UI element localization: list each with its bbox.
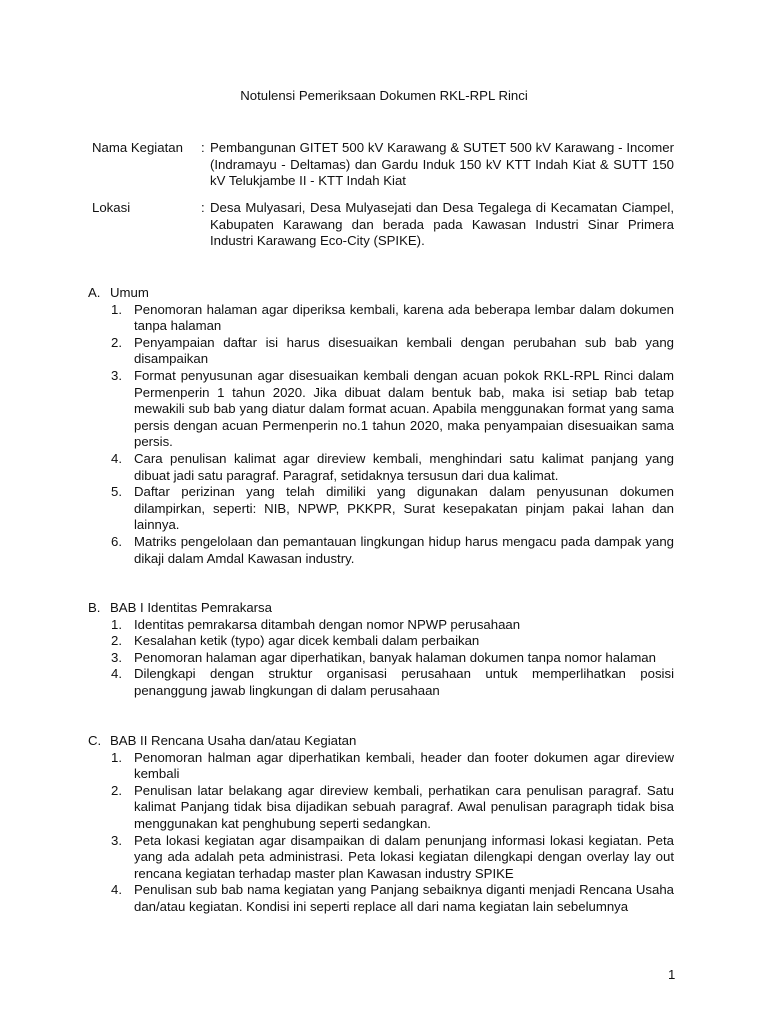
field-value: Desa Mulyasari, Desa Mulyasejati dan Desa Tegalega di Kecamatan Ciampel, Kabupaten Karawang dan berada pada Kawasan Industri Sinar Primera Industri Karawang Eco-City (SPIKE). (210, 200, 674, 249)
item-number: 3. (111, 367, 122, 383)
field-value: Pembangunan GITET 500 kV Karawang & SUTET 500 kV Karawang - Incomer (Indramayu - Deltamas) dan Gardu Induk 150 kV KTT Indah Kiat & SUTT 150 kV Telukjambe II - KTT Indah Kiat (210, 140, 674, 189)
field-label: Nama Kegiatan (92, 140, 183, 155)
section-title: BAB II Rencana Usaha dan/atau Kegiatan (110, 733, 357, 748)
item-text: Penomoran halman agar diperhatikan kembali, header dan footer dokumen agar direview kembali (134, 749, 674, 782)
item-number: 1. (111, 301, 122, 317)
section-letter: B. (88, 600, 101, 615)
item-number: 3. (111, 832, 122, 848)
field-colon: : (201, 200, 205, 215)
section-heading (88, 285, 674, 302)
list-item (88, 368, 674, 451)
field-colon: : (201, 140, 205, 155)
item-number: 2. (111, 633, 122, 649)
section-list (88, 750, 674, 916)
list-item (88, 335, 674, 368)
item-number: 2. (111, 782, 122, 798)
list-item (88, 534, 674, 567)
item-text: Identitas pemrakarsa ditambah dengan nomor NPWP perusahaan (134, 616, 521, 632)
list-item (88, 633, 674, 650)
section-letter: A. (88, 285, 101, 300)
document-title: Notulensi Pemeriksaan Dokumen RKL-RPL Rinci (240, 88, 528, 103)
field-lokasi (92, 200, 674, 250)
section-heading (88, 733, 674, 750)
item-number: 1. (111, 749, 122, 765)
field-nama-kegiatan (92, 140, 674, 190)
list-item (88, 666, 674, 699)
item-text: Penyampaian daftar isi harus disesuaikan kembali dengan perubahan sub bab yang disampaikan (134, 334, 674, 367)
page-number: 1 (668, 967, 676, 982)
section-rencana-usaha (88, 733, 674, 916)
item-text: Kesalahan ketik (typo) agar dicek kembali dalam perbaikan (134, 633, 480, 649)
list-item (88, 783, 674, 833)
list-item (88, 302, 674, 335)
item-text: Matriks pengelolaan dan pemantauan lingkungan hidup harus mengacu pada dampak yang dikaji dalam Amdal Kawasan industry. (134, 533, 674, 566)
item-number: 4. (111, 450, 122, 466)
item-text: Peta lokasi kegiatan agar disampaikan di dalam penunjang informasi lokasi kegiatan. Peta yang ada adalah peta administrasi. Peta lokasi kegiatan dilengkapi dengan overlay lay out rencana kegiatan terhadap master plan Kawasan industry SPIKE (134, 832, 674, 881)
item-text: Penulisan latar belakang agar direview kembali, perhatikan cara penulisan paragraf. Satu kalimat Panjang tidak bisa dijadikan sebuah paragraf. Awal penulisan paragraph tidak bisa menggunakan kat penghubung seperti sedangkan. (134, 782, 674, 831)
list-item (88, 882, 674, 915)
item-number: 6. (111, 533, 122, 549)
section-identitas-pemrakarsa (88, 600, 674, 700)
list-item (88, 833, 674, 883)
item-number: 3. (111, 649, 122, 665)
section-list (88, 302, 674, 568)
section-list (88, 617, 674, 700)
item-text: Penomoran halaman agar diperhatikan, banyak halaman dokumen tanpa nomor halaman (134, 649, 656, 665)
list-item (88, 650, 674, 667)
item-text: Format penyusunan agar disesuaikan kembali dengan acuan pokok RKL-RPL Rinci dalam Permenperin 1 tahun 2020. Jika dibuat dalam bentuk bab, maka isi setiap bab tetap mewakili sub bab yang diatur dalam format acuan. Apabila menggunakan format yang sama persis dengan acuan Permenperin no.1 tahun 2020, maka penyampaian disesuaikan sama persis. (134, 367, 674, 450)
item-number: 2. (111, 334, 122, 350)
item-number: 5. (111, 484, 122, 500)
section-title: Umum (110, 285, 149, 300)
section-heading (88, 600, 674, 617)
item-number: 4. (111, 882, 122, 898)
list-item (88, 484, 674, 534)
section-title: BAB I Identitas Pemrakarsa (110, 600, 272, 615)
item-text: Cara penulisan kalimat agar direview kembali, menghindari satu kalimat panjang yang dibuat jadi satu paragraf. Paragraf, setidaknya tersusun dari dua kalimat. (134, 450, 674, 483)
section-umum (88, 285, 674, 567)
field-label: Lokasi (92, 200, 131, 215)
list-item (88, 750, 674, 783)
list-item (88, 451, 674, 484)
item-text: Dilengkapi dengan struktur organisasi perusahaan untuk memperlihatkan posisi penanggung jawab lingkungan di dalam perusahaan (134, 666, 674, 698)
item-text: Daftar perizinan yang telah dimiliki yang digunakan dalam penyusunan dokumen dilampirkan, seperti: NIB, NPWP, PKKPR, Surat kesepakatan pinjam pakai lahan dan lainnya. (134, 484, 674, 533)
list-item (88, 617, 674, 634)
item-text: Penomoran halaman agar diperiksa kembali, karena ada beberapa lembar dalam dokumen tanpa halaman (134, 301, 674, 334)
section-letter: C. (88, 733, 102, 748)
item-number: 1. (111, 616, 122, 632)
item-text: Penulisan sub bab nama kegiatan yang Panjang sebaiknya diganti menjadi Rencana Usaha dan/atau kegiatan. Kondisi ini seperti replace all dari nama kegiatan lain sebelumnya (134, 882, 674, 914)
item-number: 4. (111, 666, 122, 682)
